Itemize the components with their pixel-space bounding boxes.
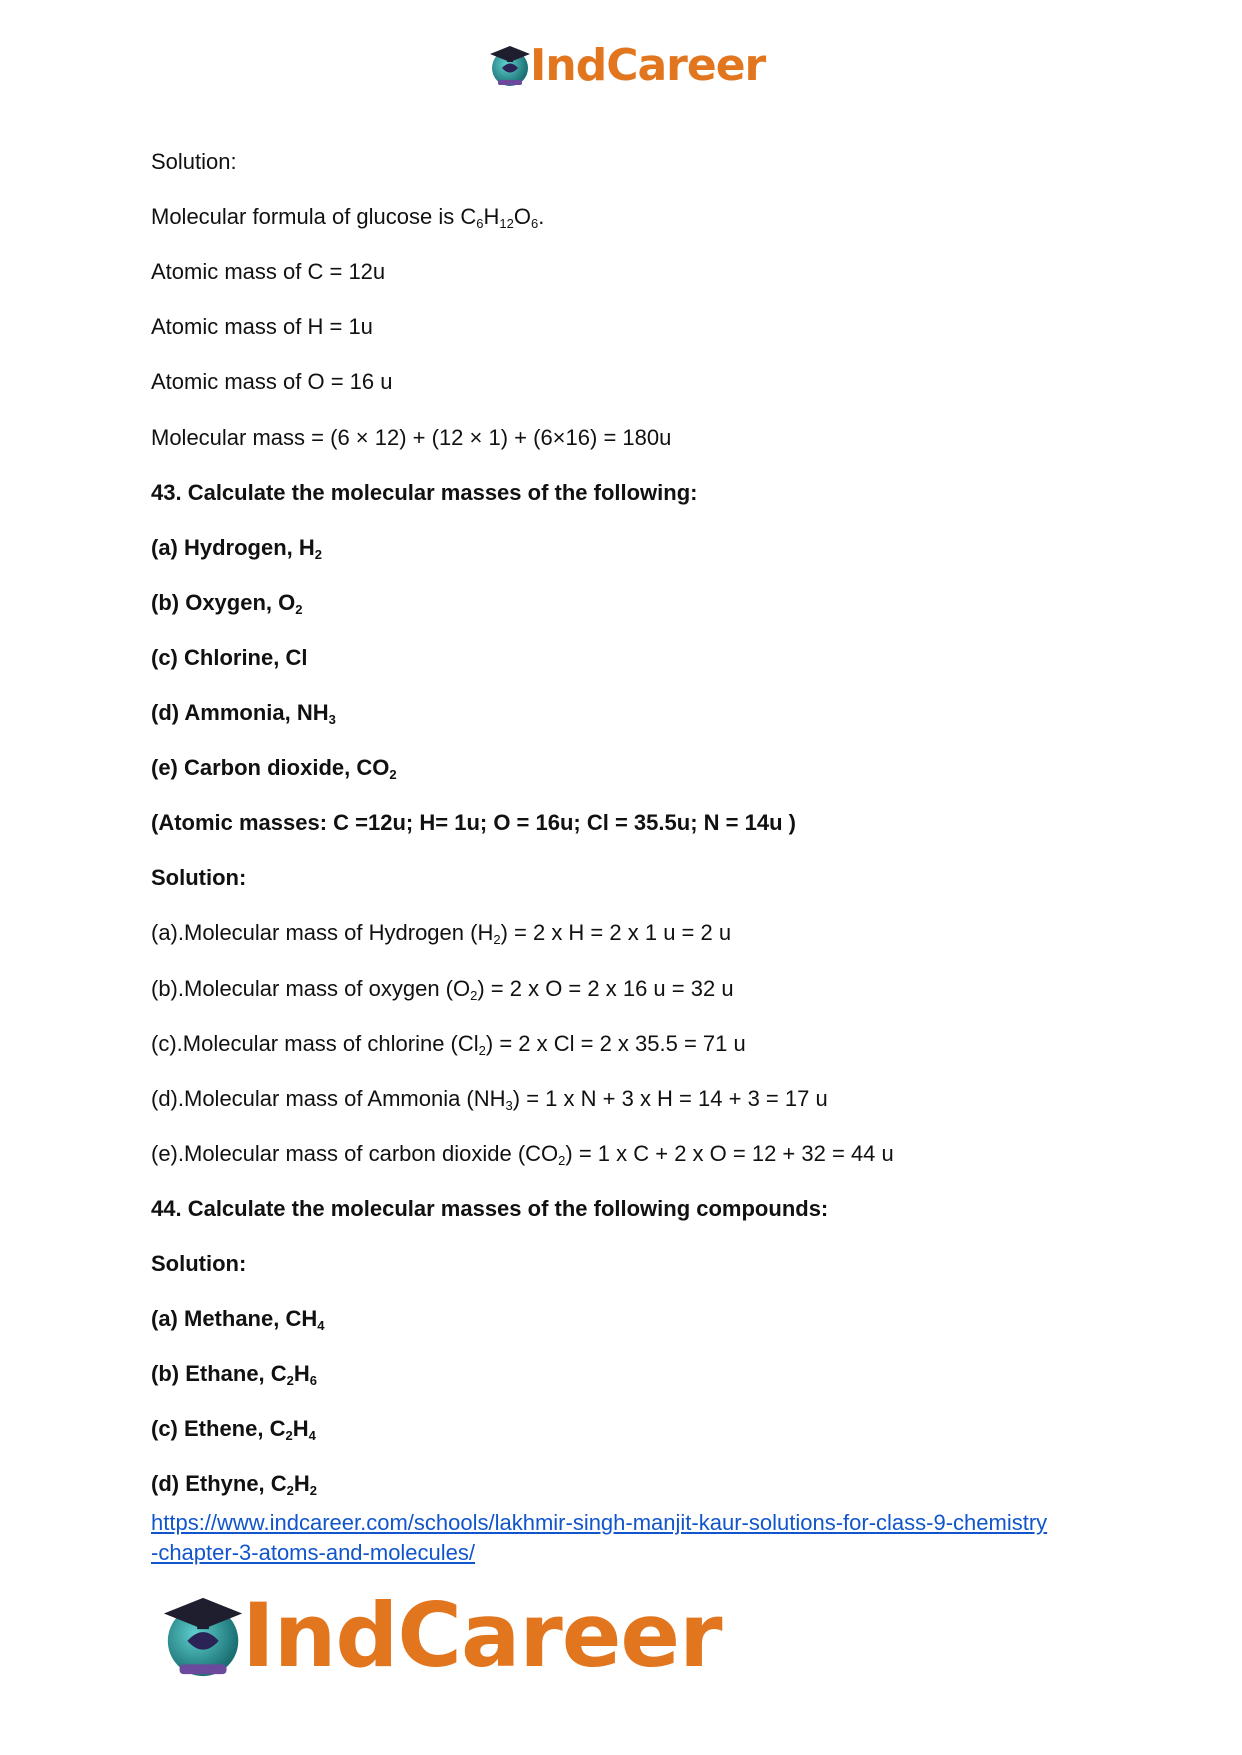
- text-line: (b) Ethane, $C_2H_6$: [151, 1361, 318, 1389]
- text-line: (e) Carbon dioxide, $CO_2$: [151, 755, 397, 783]
- source-link-line-2[interactable]: -chapter-3-atoms-and-molecules/: [151, 1540, 476, 1565]
- text-line: (a) Hydrogen, $H_2$: [151, 534, 323, 562]
- text-line: (b).Molecular mass of oxygen $(O_2) = 2$ x O = 2 x 16 u = 32 u: [151, 975, 734, 1003]
- brand-name: IndCareer: [242, 1583, 722, 1687]
- source-link-line-1[interactable]: https://www.indcareer.com/schools/lakhmir-singh-manjit-kaur-solutions-for-class-9-chemistry: [151, 1510, 1048, 1535]
- text-line: Molecular mass = (6 × 12) + (12 × 1) + (6×16) = 180u: [151, 424, 672, 450]
- text-line: (Atomic masses: C =12u; H= 1u; O = 16u; Cl = 35.5u; N = 14u ): [151, 810, 796, 836]
- brand-name: IndCareer: [530, 39, 766, 91]
- text-line: 43. Calculate the molecular masses of the following:: [151, 479, 698, 505]
- text-line: (d) Ethyne, $C_2H_2$: [151, 1471, 318, 1499]
- text-line: (d) Ammonia, $NH_3$: [151, 700, 336, 727]
- text-line: Atomic mass of H = 1u: [151, 314, 373, 340]
- header-logo: [488, 40, 765, 90]
- text-line: (a).Molecular mass of Hydrogen $(H_2) = 2$ x H = 2 x 1 u = 2 u: [151, 920, 732, 948]
- text-line: Solution:: [151, 865, 247, 891]
- text-line: (c).Molecular mass of chlorine $(Cl_2) = 2$ x Cl = 2 x 35.5 = 71 u: [151, 1030, 746, 1058]
- text-line: Atomic mass of C = 12u: [151, 259, 386, 285]
- text-line: (b) Oxygen, $O_2$: [151, 589, 303, 617]
- text-line: (c) Ethene, $C_2H_4$: [151, 1416, 316, 1444]
- text-line: 44. Calculate the molecular masses of the following compounds:: [151, 1195, 829, 1221]
- text-line: Atomic mass of O = 16 u: [151, 369, 393, 395]
- text-line: (d).Molecular mass of Ammonia $(NH_3) = 1$ x N + 3 x H = 14 + 3 = 17 u: [151, 1085, 828, 1113]
- text-line: (a) Methane, $CH_4$: [151, 1306, 325, 1334]
- graduation-cap-globe-icon: [488, 42, 534, 88]
- text-line: (c) Chlorine, Cl: [151, 644, 308, 670]
- footer-logo: [160, 1585, 722, 1685]
- text-line: Solution:: [151, 149, 237, 174]
- graduation-cap-globe-icon: [160, 1589, 250, 1681]
- text-line: Solution:: [151, 1251, 247, 1276]
- text-line: Molecular formula of glucose is $C_6H_{12}O_6$.: [151, 204, 545, 232]
- text-line: (e).Molecular mass of carbon dioxide $(CO_2) = 1$ x C + 2 x O = 12 + 32 = 44 u: [151, 1140, 894, 1168]
